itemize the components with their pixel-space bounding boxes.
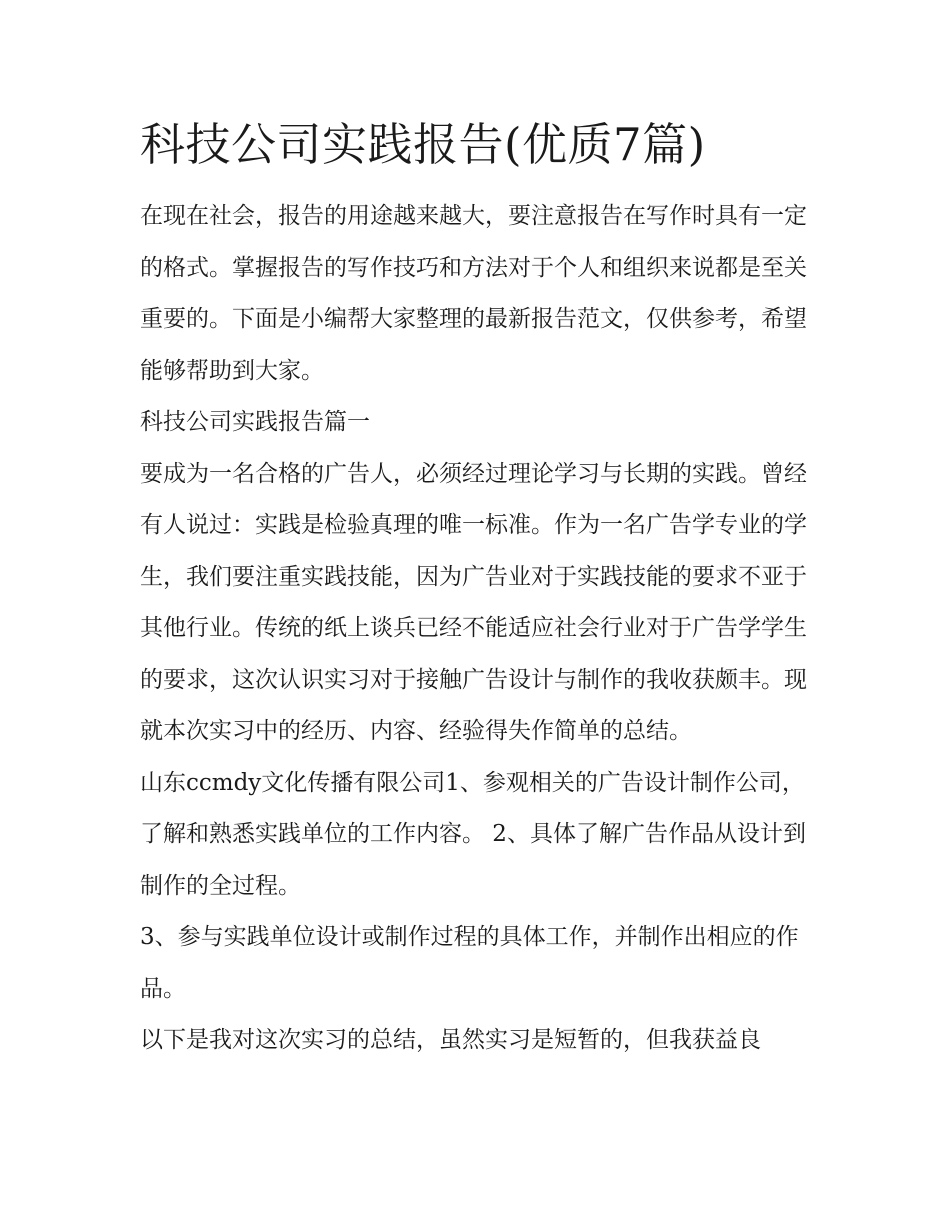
body-paragraph: 3、参与实践单位设计或制作过程的具体工作，并制作出相应的作品。 bbox=[140, 924, 799, 1002]
body-paragraph: 要成为一名合格的广告人，必须经过理论学习与长期的实践。曾经有人说过：实践是检验真理的唯一标准。作为一名广告学专业的学生，我们要注重实践技能，因为广告业对于实践技能的要求不亚于其他行业。传统的纸上谈兵已经不能适应社会行业对于广告学学生的要求，这次认识实习对于接触广告设计与制作的我收获颇丰。现就本次实习中的经历、内容、经验得失作简单的总结。 bbox=[140, 460, 807, 744]
body-paragraph: 以下是我对这次实习的总结，虽然实习是短暂的，但我获益良 bbox=[140, 1027, 761, 1053]
body-paragraph: 山东ccmdy文化传播有限公司1、参观相关的广告设计制作公司，了解和熟悉实践单位的工作内容。 2、具体了解广告作品从设计到制作的全过程。 bbox=[140, 769, 806, 899]
document-title: 科技公司实践报告(优质7篇) bbox=[140, 118, 706, 171]
document-body bbox=[140, 191, 820, 1067]
section-heading: 科技公司实践报告篇一 bbox=[140, 409, 370, 435]
document-content bbox=[140, 112, 820, 1067]
intro-paragraph: 在现在社会，报告的用途越来越大，要注意报告在写作时具有一定的格式。掌握报告的写作技巧和方法对于个人和组织来说都是至关重要的。下面是小编帮大家整理的最新报告范文，仅供参考，希望能够帮助到大家。 bbox=[140, 203, 807, 384]
